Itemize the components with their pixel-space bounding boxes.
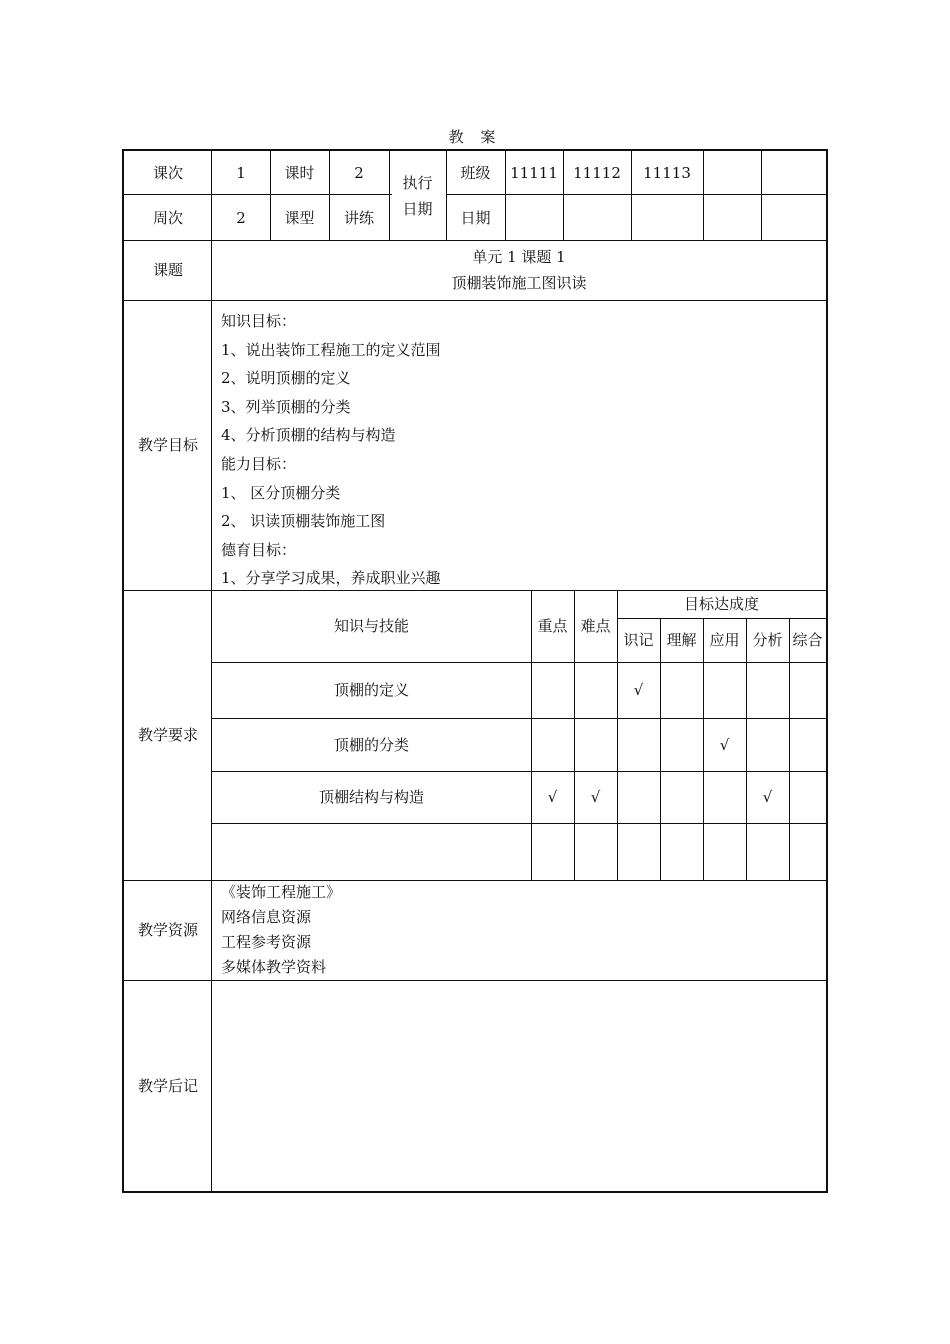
goal-level-header: 识记 (623, 631, 654, 649)
class-number: 11113 (643, 164, 691, 182)
topic-title: 顶棚装饰施工图识读 (451, 274, 587, 292)
postscript-label: 教学后记 (137, 1077, 198, 1095)
requirement-mark (746, 662, 789, 718)
requirement-mark: √ (547, 788, 558, 806)
objective-line: 3、列举顶棚的分类 (221, 397, 351, 416)
exec-date-label-line1: 执行 (402, 173, 433, 192)
requirement-mark (660, 771, 703, 823)
requirement-mark (789, 771, 826, 823)
class-label: 班级 (460, 164, 491, 182)
topic-content (212, 240, 826, 300)
postscript-content[interactable] (212, 980, 826, 1192)
requirement-mark: √ (633, 681, 644, 699)
requirement-mark (660, 662, 703, 718)
requirement-mark (703, 771, 746, 823)
type-label: 课型 (284, 208, 315, 227)
objective-line: 2、说明顶棚的定义 (221, 369, 351, 388)
topic-label: 课题 (152, 261, 183, 279)
objective-line: 2、 识读顶棚装饰施工图 (221, 512, 386, 531)
requirement-mark: √ (762, 788, 773, 806)
resource-line: 《装饰工程施工》 (221, 883, 342, 901)
objective-line: 1、分享学习成果，养成职业兴趣 (221, 569, 441, 588)
objective-line: 1、说出装饰工程施工的定义范围 (221, 340, 441, 359)
requirement-mark: √ (719, 735, 730, 754)
requirement-mark (617, 771, 660, 823)
type-value: 讲练 (343, 208, 374, 227)
requirements-label: 教学要求 (137, 726, 198, 744)
date-label: 日期 (460, 208, 491, 227)
class-number: 11112 (573, 164, 621, 182)
goal-achievement-header: 目标达成度 (683, 595, 759, 613)
requirement-mark (531, 662, 574, 718)
requirement-mark (531, 718, 574, 771)
requirement-mark (703, 662, 746, 718)
resources-label: 教学资源 (137, 921, 198, 939)
requirement-mark (746, 718, 789, 771)
exec-date-label (389, 151, 446, 240)
requirement-mark (574, 662, 617, 718)
requirement-item (212, 823, 531, 880)
lesson-label: 课次 (152, 164, 183, 182)
requirement-mark (660, 718, 703, 771)
topic-unit: 单元 1 课题 1 (472, 248, 566, 266)
requirement-mark (617, 718, 660, 771)
goal-level-header: 分析 (752, 631, 783, 649)
class-number (761, 151, 826, 195)
resources-list (221, 880, 341, 980)
resource-line: 网络信息资源 (221, 908, 312, 926)
requirement-mark (789, 662, 826, 718)
lesson-value: 1 (236, 164, 246, 182)
goal-level-header: 理解 (666, 631, 697, 649)
goal-level-header: 应用 (709, 631, 740, 649)
table-grid-line (124, 300, 826, 301)
knowledge-skill-header: 知识与技能 (333, 617, 409, 635)
objective-line: 1、 区分顶棚分类 (221, 483, 341, 502)
key-point-header: 重点 (537, 617, 568, 635)
class-number: 11111 (510, 164, 558, 182)
resource-line: 工程参考资源 (221, 933, 312, 951)
goal-level-header: 综合 (792, 631, 823, 649)
requirement-item: 顶棚的分类 (333, 735, 409, 754)
hours-label: 课时 (284, 164, 315, 182)
class-number (703, 151, 761, 195)
exec-date-label-line2: 日期 (402, 199, 433, 218)
requirement-mark: √ (590, 788, 601, 806)
week-value: 2 (236, 208, 246, 227)
requirement-mark (789, 718, 826, 771)
week-label: 周次 (152, 208, 183, 227)
hours-value: 2 (354, 164, 364, 182)
difficult-point-header: 难点 (580, 617, 611, 635)
requirement-item: 顶棚的定义 (333, 681, 409, 699)
resource-line: 多媒体教学资料 (221, 958, 327, 976)
requirement-mark (574, 718, 617, 771)
objective-line: 4、分析顶棚的结构与构造 (221, 426, 396, 445)
objectives-list (221, 307, 441, 593)
objectives-label: 教学目标 (137, 436, 198, 454)
objective-line: 知识目标： (221, 312, 297, 330)
objective-line: 德育目标： (221, 540, 297, 559)
objective-line: 能力目标： (221, 454, 297, 473)
requirement-item: 顶棚结构与构造 (318, 788, 424, 806)
page-title: 教 案 (448, 128, 502, 146)
